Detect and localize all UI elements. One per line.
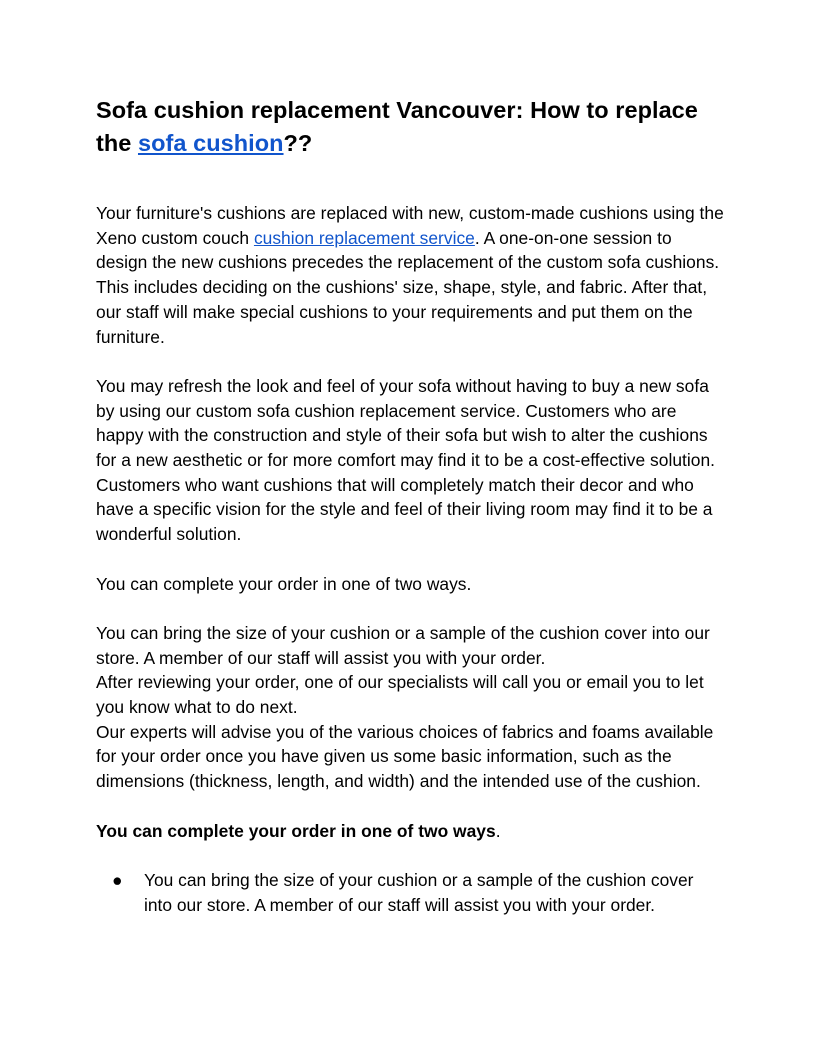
paragraph-refresh: You may refresh the look and feel of your sofa without having to buy a new sofa by using our custom sofa cushion replacement service. Customers who are happy with the construction and style of their sofa but wish to alter the cushions for a new aesthetic or for more comfort may find it to be a cost-effective solution. Customers who want cushions that will completely match their decor and who have a specific vision for the style and feel of their living room may find it to be a wonderful solution.	[96, 375, 716, 545]
order-options-list	[96, 868, 724, 917]
title-text-end: ??	[283, 130, 313, 156]
spacer	[96, 843, 724, 868]
order-heading-bold: You can complete your order in one of two ways	[96, 820, 496, 841]
cushion-replacement-service-link[interactable]: cushion replacement service	[253, 227, 475, 248]
document-page	[96, 94, 724, 917]
intro-text-end: . A one-on-one session to design the new cushions precedes the replacement of the custom sofa cushions. This includes deciding on the cushions' size, shape, style, and fabric. After that, our staff will make special cushions to your requirements and put them on the furniture.	[96, 227, 720, 347]
order-heading-period: .	[495, 820, 501, 841]
paragraph-store-visit: You can bring the size of your cushion or a sample of the cushion cover into our store. A member of our staff will assist you with your order.	[96, 622, 710, 668]
spacer	[96, 547, 724, 572]
bullet-icon: ●	[112, 869, 123, 890]
spacer	[96, 160, 724, 201]
spacer	[96, 596, 724, 621]
sofa-cushion-link[interactable]: sofa cushion	[137, 130, 284, 156]
list-item-text: You can bring the size of your cushion or a sample of the cushion cover into our store. A member of our staff will assist you with your order.	[144, 869, 694, 915]
paragraph-order-heading	[96, 819, 724, 844]
spacer	[96, 349, 724, 374]
list-item	[96, 868, 724, 917]
paragraph-order-ways: You can complete your order in one of two ways.	[96, 573, 472, 594]
paragraph-experts: Our experts will advise you of the various choices of fabrics and foams available for your order once you have given us some basic information, such as the dimensions (thickness, length, and width) and the intended use of the cushion.	[96, 721, 714, 792]
paragraph-review: After reviewing your order, one of our specialists will call you or email you to let you know what to do next.	[96, 672, 704, 718]
intro-text-start: Your furniture's cushions are replaced with new, custom-made cushions using the Xeno custom couch	[96, 203, 724, 248]
title-text-start: Sofa cushion replacement Vancouver: How to replace the	[96, 97, 698, 156]
spacer	[96, 794, 724, 819]
paragraph-intro	[96, 201, 724, 349]
page-title	[96, 94, 724, 160]
